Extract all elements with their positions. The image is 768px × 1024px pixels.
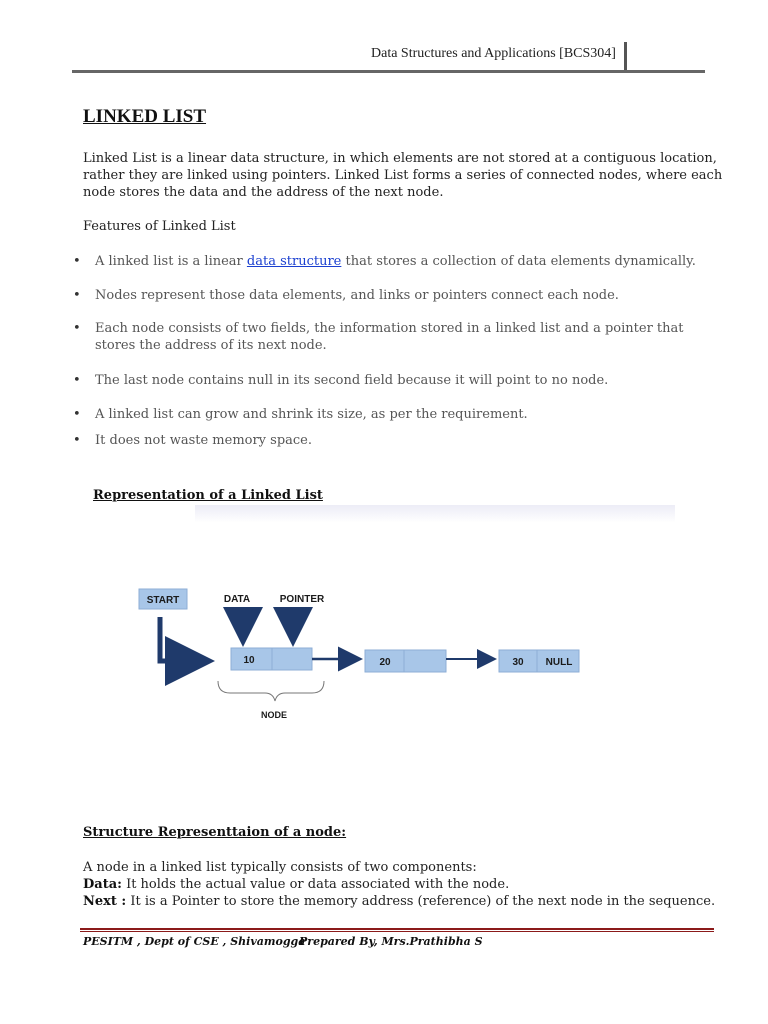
node-3-null: NULL <box>545 657 573 668</box>
node-brace <box>218 681 324 701</box>
node-1-pointer-cell <box>272 648 312 670</box>
bullet-icon: • <box>73 288 81 303</box>
structure-intro: A node in a linked list typically consists of two components: <box>83 860 477 875</box>
structure-heading: Structure Representtaion of a node: <box>83 825 347 840</box>
representation-heading: Representation of a Linked List <box>93 488 323 503</box>
list-item <box>73 253 713 270</box>
header-vertical-bar <box>624 42 627 70</box>
next-description: It is a Pointer to store the memory address (reference) of the next node in the sequence. <box>126 894 716 909</box>
list-item-text: The last node contains null in its second field because it will point to no node. <box>95 373 609 388</box>
bullet-icon: • <box>73 254 81 269</box>
list-item-text: A linked list can grow and shrink its size, as per the requirement. <box>95 407 528 422</box>
header-rule <box>72 70 705 73</box>
diagram-fade-strip <box>195 505 675 523</box>
list-item-text: Each node consists of two fields, the information stored in a linked list and a pointer that stores the address of its next node. <box>95 321 684 353</box>
list-item-text: that stores a collection of data elements dynamically. <box>341 254 696 269</box>
node-2-pointer-cell <box>404 650 446 672</box>
linked-list-diagram <box>105 505 685 795</box>
pointer-label: POINTER <box>279 594 325 605</box>
header-title: Data Structures and Applications [BCS304] <box>371 46 616 61</box>
footer-author: Prepared By, Mrs.Prathibha S <box>299 935 483 948</box>
footer-institution: PESITM , Dept of CSE , Shivamogga <box>83 935 306 948</box>
features-heading: Features of Linked List <box>83 219 236 234</box>
list-item-text: It does not waste memory space. <box>95 433 313 448</box>
node-2-value: 20 <box>379 657 391 668</box>
list-item <box>73 372 713 389</box>
data-term: Data: <box>83 877 122 892</box>
bullet-icon: • <box>73 407 81 422</box>
bullet-icon: • <box>73 433 81 448</box>
list-item <box>73 406 713 423</box>
next-term: Next : <box>83 894 127 909</box>
footer-rule <box>80 931 714 932</box>
node-3-value: 30 <box>512 657 524 668</box>
bullet-icon: • <box>73 321 81 336</box>
page-title: LINKED LIST <box>83 106 207 127</box>
data-structure-link[interactable]: data structure <box>246 254 342 269</box>
list-item <box>73 320 713 354</box>
start-arrow <box>160 617 205 661</box>
list-item <box>73 287 713 304</box>
node-label: NODE <box>260 710 288 720</box>
intro-paragraph: Linked List is a linear data structure, in which elements are not stored at a contiguous location, rather they are linked using pointers. Linked List forms a series of connected nodes, where each node stores the data and the address of the next node. <box>83 151 723 200</box>
list-item <box>73 432 713 449</box>
footer-rule <box>80 928 714 930</box>
node-1-value: 10 <box>243 655 255 666</box>
structure-next-line <box>83 894 715 909</box>
structure-data-line <box>83 877 509 892</box>
list-item-text: Nodes represent those data elements, and links or pointers connect each node. <box>95 288 619 303</box>
list-item-text: A linked list is a linear <box>95 254 247 269</box>
bullet-icon: • <box>73 373 81 388</box>
data-description: It holds the actual value or data associated with the node. <box>121 877 510 892</box>
start-label: START <box>146 595 180 606</box>
data-label: DATA <box>223 594 251 605</box>
